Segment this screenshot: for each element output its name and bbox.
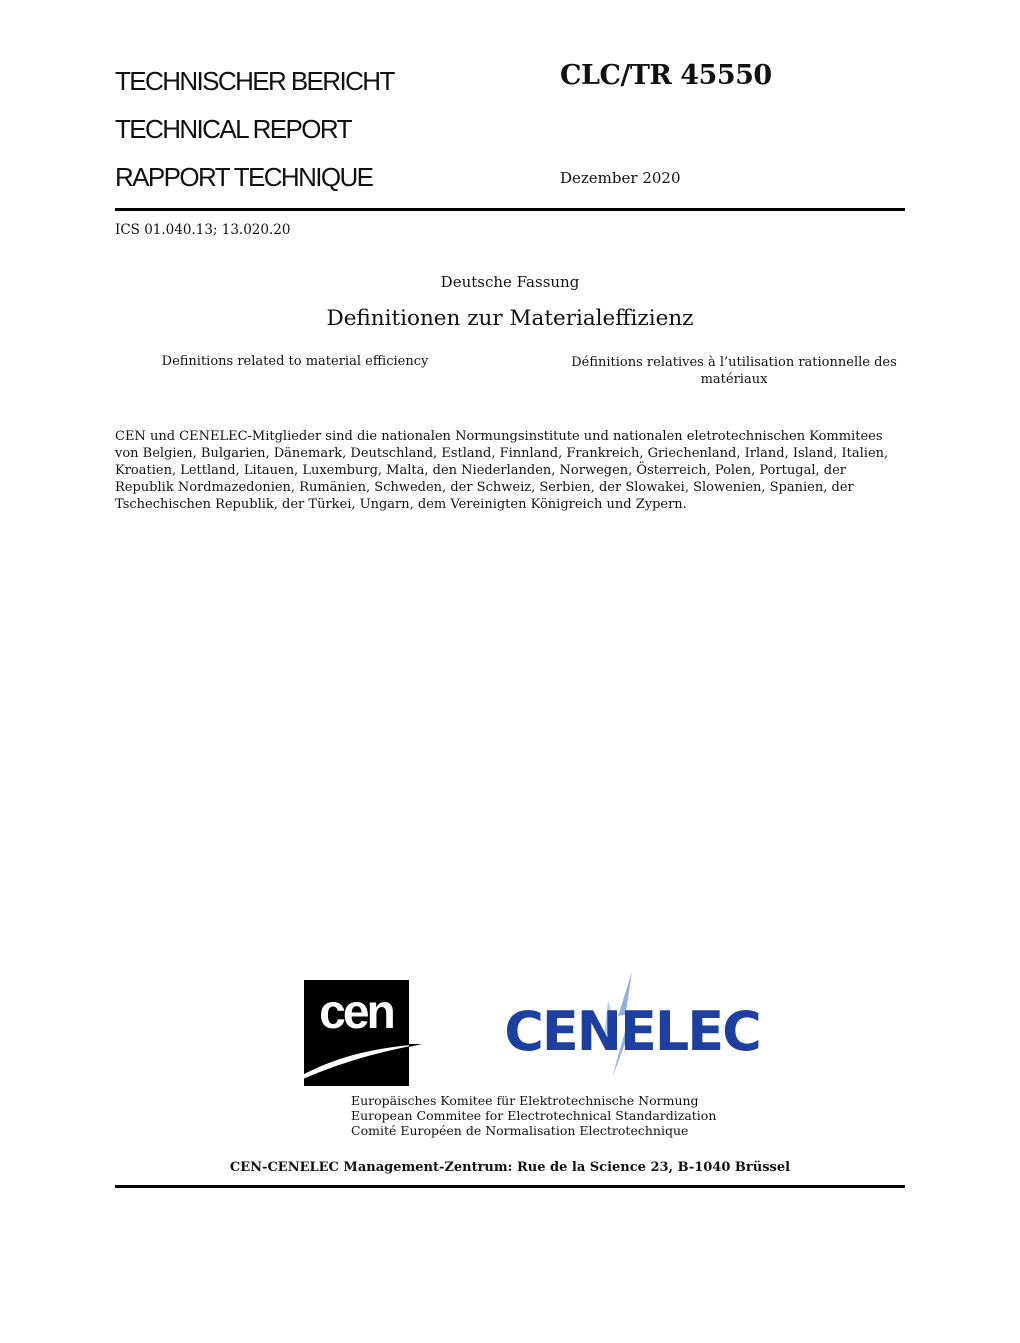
cenelec-logo-text: CENELEC: [504, 1000, 760, 1063]
cen-logo-text: cen: [319, 986, 393, 1039]
title-french: Définitions relatives à l’utilisation rationnelle des matériaux: [571, 355, 897, 387]
report-type-de: TECHNISCHER BERICHT: [115, 66, 394, 96]
management-centre-address: CEN-CENELEC Management-Zentrum: Rue de la Science 23, B-1040 Brüssel: [229, 1160, 791, 1175]
header-divider: [115, 208, 905, 211]
members-paragraph: CEN und CENELEC-Mitglieder sind die nationalen Normungsinstitute und nationalen eletrotechnischen Kommitees von Belgien, Bulgarien, Dänemark, Deutschland, Estland, Finnland, Frankreich, Griechenland, Irland, Island, Italien, Kroatien, Lettland, Litauen, Luxemburg, Malta, den Niederlanden, Norwegen, Österreich, Polen, Portugal, der Republik Nordmazedonien, Rumänien, Schweden, der Schweiz, Serbien, der Slowakei, Slowenien, Spanien, der Tschechischen Republik, der Türkei, Ungarn, dem Vereinigten Königreich und Zypern.: [115, 429, 889, 512]
footer-divider: [115, 1185, 905, 1188]
report-type-fr: RAPPORT TECHNIQUE: [115, 162, 373, 192]
document-title: Definitionen zur Materialeffizienz: [326, 306, 694, 331]
ics-code: ICS 01.040.13; 13.020.20: [115, 222, 291, 238]
publication-date: Dezember 2020: [560, 169, 681, 187]
cenelec-logo: [504, 970, 760, 1080]
committee-name-fr: Comité Européen de Normalisation Electrotechnique: [351, 1123, 689, 1138]
document-number: CLC/TR 45550: [560, 60, 772, 91]
edition-label: Deutsche Fassung: [440, 273, 580, 291]
committee-name-de: Europäisches Komitee für Elektrotechnische Normung: [351, 1093, 699, 1108]
report-type-en: TECHNICAL REPORT: [115, 114, 351, 144]
cen-logo: [290, 980, 422, 1086]
title-english: Definitions related to material efficiency: [161, 354, 429, 369]
committee-name-en: European Commitee for Electrotechnical Standardization: [351, 1108, 717, 1123]
